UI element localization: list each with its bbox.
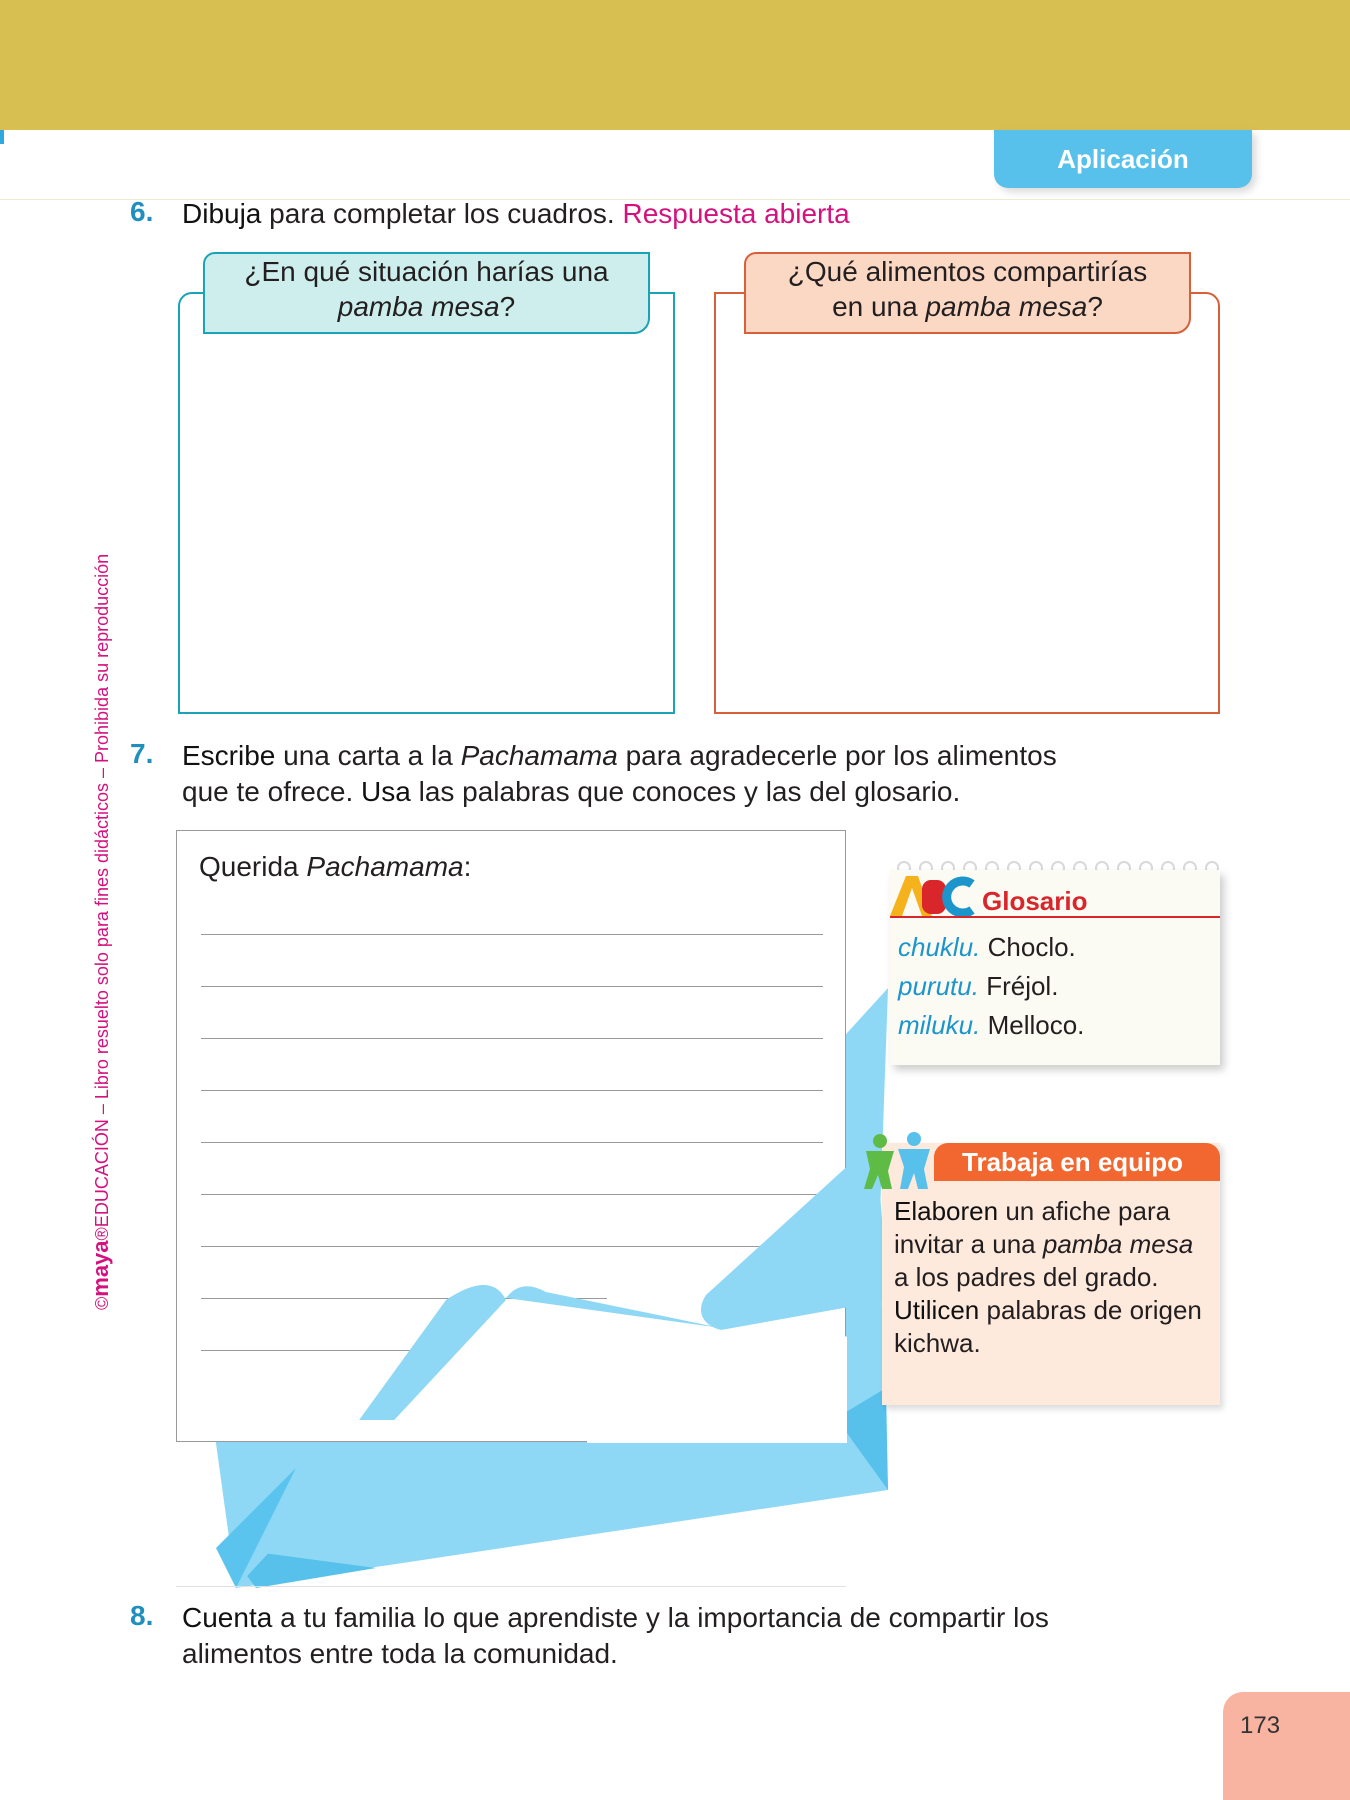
glossary-box [890,870,1220,1065]
team-work-text [894,1195,1214,1360]
team-work-box [882,1143,1220,1405]
glossary-entry [898,1010,1084,1041]
writing-line[interactable] [201,1090,823,1091]
glossary-meaning: Choclo. [987,932,1076,962]
writing-line[interactable] [201,1142,823,1143]
team-text3: palabras de origen kichwa. [894,1295,1202,1358]
q7-verb2: Usa [361,776,411,807]
sidebar-copyright [88,554,114,1310]
team-text1: un afiche para invitar a una [894,1196,1171,1259]
q8-prompt [182,1600,1242,1672]
drawing-box-left[interactable] [178,292,675,714]
glossary-entry [898,932,1076,963]
left-label-line1: ¿En qué situación harías una [244,256,609,287]
q8-number: 8. [130,1600,154,1631]
q6-verb: Dibuja [182,198,262,229]
q8-text2: alimentos entre toda la comunidad. [182,1638,618,1669]
team-italic: pamba mesa [1042,1229,1194,1259]
section-tab: Aplicación [994,130,1252,188]
greeting-word: Querida [199,851,299,882]
q8-verb: Cuenta [182,1602,273,1633]
writing-line[interactable] [201,1038,823,1039]
glossary-meaning: Fréjol. [986,971,1059,1001]
q8-text1: a tu familia lo que aprendiste y la importancia de compartir los [280,1602,1049,1633]
glossary-term: miluku. [898,1010,981,1040]
page-number-tab [1223,1692,1350,1800]
glossary-term: purutu. [898,971,979,1001]
right-label-italic: pamba mesa [925,291,1088,322]
team-verb2: Utilicen [894,1295,980,1325]
q6-text: para completar los cuadros. [269,198,615,229]
greeting-colon: : [463,851,472,882]
drawing-box-right[interactable] [714,292,1220,714]
team-text2: a los padres del grado. [894,1262,1159,1292]
registered-symbol: ® [92,1227,112,1241]
greeting-name: Pachamama [306,851,464,882]
drawing-box-right-label [744,252,1191,334]
q7-number: 7. [130,738,154,769]
right-label-start: en una [832,291,918,322]
drawing-box-left-label [203,252,650,334]
team-work-title: Trabaja en equipo [934,1143,1220,1181]
sidebar-text: EDUCACIÓN – Libro resuelto solo para fines didácticos – Prohibida su reproducción [92,553,112,1228]
q7-verb: Escribe [182,740,276,771]
copyright-symbol: © [92,1296,112,1310]
glossary-entry [898,971,1058,1002]
brand-name: maya [88,1240,113,1297]
top-accent-mark [0,130,4,144]
left-label-italic: pamba mesa [337,291,500,322]
writing-line[interactable] [201,986,823,987]
abc-logo-icon [884,870,980,922]
left-label-end: ? [499,291,516,322]
q7-text2: para agradecerle por los alimentos [625,740,1057,771]
q7-line2-end: las palabras que conoces y las del glosario. [418,776,961,807]
glossary-meaning: Melloco. [987,1010,1085,1040]
q7-prompt [182,738,1242,810]
team-people-icon [858,1131,954,1191]
q6-prompt [182,196,850,232]
q7-italic: Pachamama [460,740,618,771]
q7-text1: una carta a la [283,740,453,771]
team-verb1: Elaboren [894,1196,999,1226]
letter-greeting [199,851,471,883]
q6-number: 6. [130,196,154,227]
glossary-title: Glosario [982,886,1088,916]
glossary-term: chuklu. [898,932,981,962]
envelope-front-flap [176,1160,896,1420]
letter-bottom-rule [176,1586,846,1587]
right-label-line1: ¿Qué alimentos compartirías [787,256,1148,287]
glossary-rule [890,916,1220,918]
top-color-band [0,0,1350,130]
q7-line2-start: que te ofrece. [182,776,354,807]
q6-answer: Respuesta abierta [622,198,850,229]
page-number: 173 [1240,1712,1281,1739]
writing-line[interactable] [201,934,823,935]
right-label-end: ? [1087,291,1103,322]
